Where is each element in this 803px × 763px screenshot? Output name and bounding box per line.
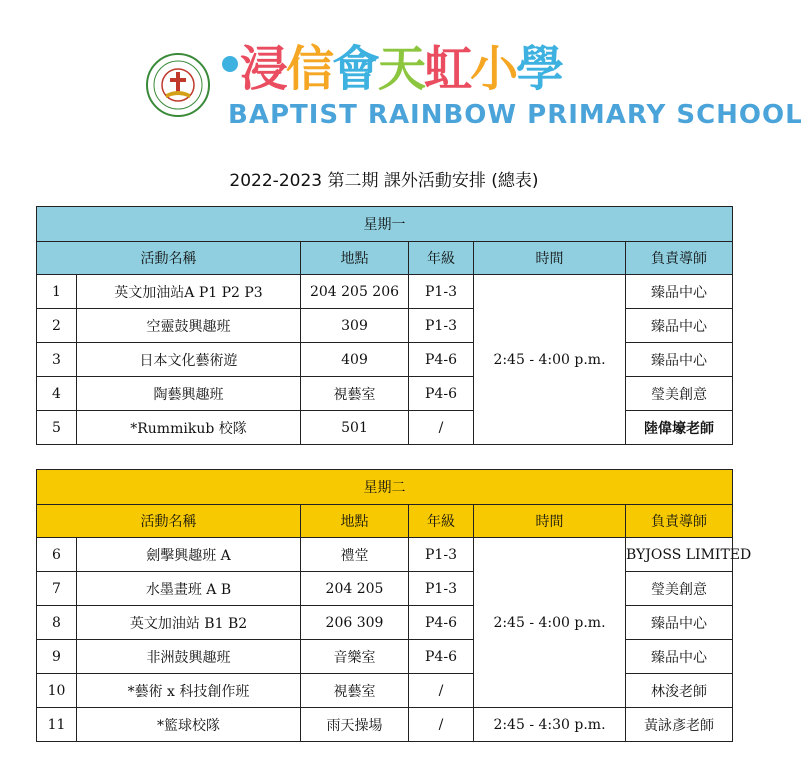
tutor-cell: 臻品中心 [626, 640, 733, 674]
activity-name: 日本文化藝術遊 [77, 343, 301, 377]
place-cell: 204 205 206 [301, 275, 409, 309]
activity-name: 英文加油站A P1 P2 P3 [77, 275, 301, 309]
school-crest-icon [145, 52, 211, 118]
logo-english-text: BAPTIST RAINBOW PRIMARY SCHOOL [228, 100, 803, 130]
grade-cell: P1-3 [409, 572, 474, 606]
column-header-row [37, 505, 733, 538]
table-row [37, 275, 733, 309]
grade-cell: P4-6 [409, 640, 474, 674]
grade-cell: P1-3 [409, 275, 474, 309]
table-row [37, 640, 733, 674]
grade-cell: P4-6 [409, 343, 474, 377]
place-cell: 204 205 [301, 572, 409, 606]
place-cell: 409 [301, 343, 409, 377]
place-cell: 音樂室 [301, 640, 409, 674]
grade-cell: / [409, 708, 474, 742]
day-header: 星期二 [37, 470, 733, 505]
school-header [0, 0, 803, 150]
grade-cell: P4-6 [409, 377, 474, 411]
monday-schedule-table [36, 206, 733, 445]
row-number: 2 [37, 309, 77, 343]
tutor-cell: 瑩美創意 [626, 377, 733, 411]
table-row [37, 411, 733, 445]
column-header-activity: 活動名稱 [37, 505, 301, 538]
row-number: 3 [37, 343, 77, 377]
tutor-cell: 臻品中心 [626, 275, 733, 309]
place-cell: 禮堂 [301, 538, 409, 572]
table-row [37, 309, 733, 343]
logo-chinese-text: 浸信會天虹小學 [240, 40, 563, 97]
activity-name: 非洲鼓興趣班 [77, 640, 301, 674]
activity-name: 空靈鼓興趣班 [77, 309, 301, 343]
activity-name: *藝術 x 科技創作班 [77, 674, 301, 708]
grade-cell: P1-3 [409, 538, 474, 572]
row-number: 1 [37, 275, 77, 309]
place-cell: 309 [301, 309, 409, 343]
row-number: 5 [37, 411, 77, 445]
column-header-tutor: 負責導師 [626, 505, 733, 538]
table-row [37, 377, 733, 411]
column-header-time: 時間 [474, 242, 626, 275]
column-header-place: 地點 [301, 242, 409, 275]
row-number: 9 [37, 640, 77, 674]
time-cell: 2:45 - 4:30 p.m. [474, 708, 626, 742]
table-row [37, 674, 733, 708]
logo-dot-icon [222, 56, 238, 72]
column-header-grade: 年級 [409, 242, 474, 275]
table-row [37, 572, 733, 606]
tutor-cell: 臻品中心 [626, 343, 733, 377]
document-title: 2022-2023 第二期 課外活動安排 (總表) [229, 171, 539, 191]
place-cell: 206 309 [301, 606, 409, 640]
row-number: 6 [37, 538, 77, 572]
activity-name: 劍擊興趣班 A [77, 538, 301, 572]
table-row [37, 708, 733, 742]
grade-cell: / [409, 411, 474, 445]
row-number: 4 [37, 377, 77, 411]
column-header-grade: 年級 [409, 505, 474, 538]
column-header-row [37, 242, 733, 275]
tutor-cell: 陸偉壕老師 [626, 411, 733, 445]
row-number: 10 [37, 674, 77, 708]
grade-cell: P1-3 [409, 309, 474, 343]
tutor-cell: BYJOSS LIMITED [626, 538, 733, 572]
logo-chinese [222, 36, 563, 97]
activity-name: 英文加油站 B1 B2 [77, 606, 301, 640]
place-cell: 雨天操場 [301, 708, 409, 742]
row-number: 7 [37, 572, 77, 606]
time-cell: 2:45 - 4:00 p.m. [474, 275, 626, 445]
tutor-cell: 林浚老師 [626, 674, 733, 708]
table-row [37, 538, 733, 572]
column-header-activity: 活動名稱 [37, 242, 301, 275]
tutor-cell: 瑩美創意 [626, 572, 733, 606]
tutor-cell: 臻品中心 [626, 309, 733, 343]
activity-name: 陶藝興趣班 [77, 377, 301, 411]
day-header: 星期一 [37, 207, 733, 242]
place-cell: 501 [301, 411, 409, 445]
column-header-tutor: 負責導師 [626, 242, 733, 275]
activity-name: 水墨畫班 A B [77, 572, 301, 606]
tuesday-schedule-table [36, 469, 752, 742]
grade-cell: / [409, 674, 474, 708]
table-row [37, 606, 733, 640]
place-cell: 視藝室 [301, 674, 409, 708]
column-header-place: 地點 [301, 505, 409, 538]
row-number: 11 [37, 708, 77, 742]
place-cell: 視藝室 [301, 377, 409, 411]
table-row [37, 343, 733, 377]
row-number: 8 [37, 606, 77, 640]
tutor-cell: 黃詠彥老師 [626, 708, 733, 742]
grade-cell: P4-6 [409, 606, 474, 640]
activity-name: *Rummikub 校隊 [77, 411, 301, 445]
column-header-time: 時間 [474, 505, 626, 538]
activity-name: *籃球校隊 [77, 708, 301, 742]
tutor-cell: 臻品中心 [626, 606, 733, 640]
time-cell: 2:45 - 4:00 p.m. [474, 538, 626, 708]
